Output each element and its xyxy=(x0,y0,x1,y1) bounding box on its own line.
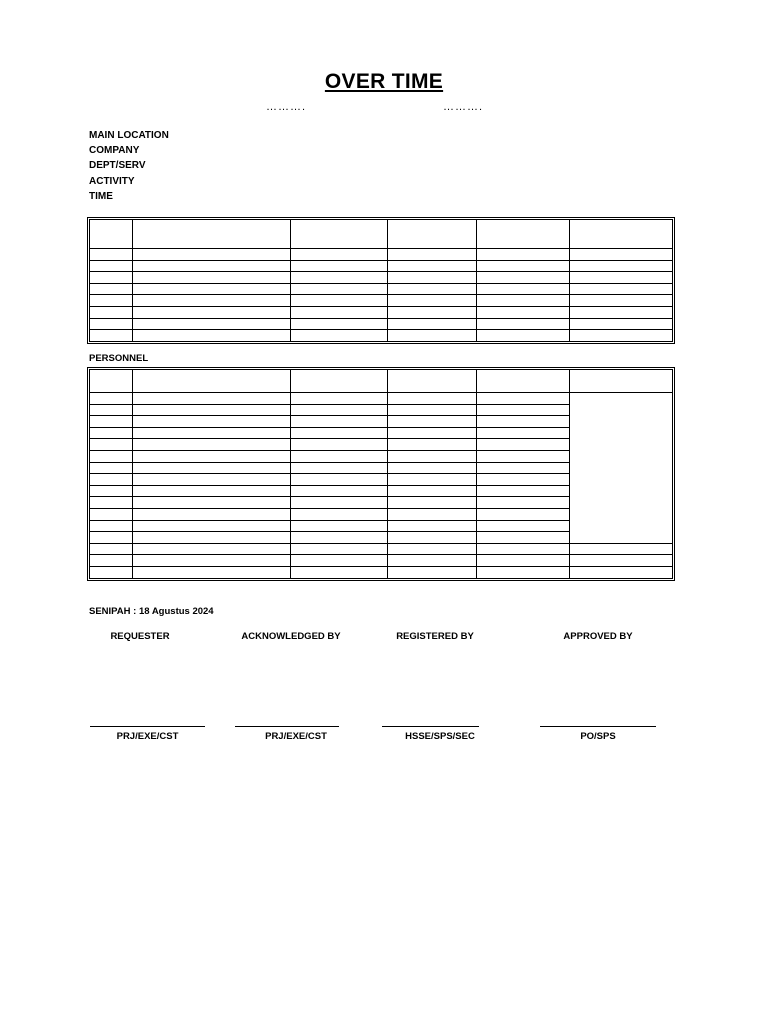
table-cell[interactable] xyxy=(291,485,388,497)
table-cell[interactable] xyxy=(388,249,477,261)
header-cell xyxy=(388,220,477,249)
table-cell[interactable] xyxy=(133,497,291,509)
table-cell[interactable] xyxy=(133,404,291,416)
header-cell xyxy=(90,370,133,393)
table-cell[interactable] xyxy=(90,566,133,578)
registered-by-label: REGISTERED BY xyxy=(396,631,474,642)
table-cell[interactable] xyxy=(133,249,291,261)
table-cell[interactable] xyxy=(90,249,133,261)
table-cell[interactable] xyxy=(133,474,291,486)
table-cell[interactable] xyxy=(291,555,388,567)
personnel-grid xyxy=(89,369,673,579)
table-cell[interactable] xyxy=(570,306,673,318)
table-cell[interactable] xyxy=(388,306,477,318)
signature-line-registered xyxy=(382,726,479,727)
table-cell[interactable] xyxy=(570,272,673,284)
table-cell[interactable] xyxy=(570,260,673,272)
table-cell[interactable] xyxy=(90,272,133,284)
label-dept-serv: DEPT/SERV xyxy=(89,160,146,172)
table-cell[interactable] xyxy=(90,330,133,342)
dotted-placeholder-left: ………. xyxy=(266,101,307,113)
table-cell[interactable] xyxy=(90,520,133,532)
table-row xyxy=(90,555,673,567)
table-cell[interactable] xyxy=(388,474,477,486)
table-cell[interactable] xyxy=(477,543,570,555)
table-cell[interactable] xyxy=(570,543,673,555)
approved-by-label: APPROVED BY xyxy=(563,631,633,642)
table-cell[interactable] xyxy=(291,462,388,474)
table-cell[interactable] xyxy=(477,520,570,532)
table-cell[interactable] xyxy=(90,439,133,451)
table-cell[interactable] xyxy=(570,249,673,261)
table-cell[interactable] xyxy=(133,330,291,342)
table-cell[interactable] xyxy=(291,543,388,555)
header-cell xyxy=(133,370,291,393)
table-cell[interactable] xyxy=(477,318,570,330)
table-cell[interactable] xyxy=(133,520,291,532)
table-cell[interactable] xyxy=(90,543,133,555)
approved-code: PO/SPS xyxy=(580,731,616,742)
table-cell[interactable] xyxy=(90,393,133,405)
table-cell[interactable] xyxy=(90,508,133,520)
header-cell xyxy=(388,370,477,393)
overtime-table xyxy=(87,217,675,344)
table-cell[interactable] xyxy=(388,532,477,544)
table-cell[interactable] xyxy=(477,532,570,544)
table-cell[interactable] xyxy=(388,295,477,307)
table-cell[interactable] xyxy=(133,260,291,272)
table-cell[interactable] xyxy=(388,485,477,497)
table-cell[interactable] xyxy=(388,330,477,342)
table-cell[interactable] xyxy=(90,462,133,474)
table-cell[interactable] xyxy=(388,272,477,284)
table-row xyxy=(90,272,673,284)
table-row xyxy=(90,306,673,318)
table-cell[interactable] xyxy=(90,555,133,567)
table-cell[interactable] xyxy=(291,474,388,486)
merged-cell[interactable] xyxy=(570,393,673,544)
table-cell[interactable] xyxy=(477,427,570,439)
table-cell[interactable] xyxy=(477,306,570,318)
table-cell[interactable] xyxy=(477,393,570,405)
table-cell[interactable] xyxy=(477,295,570,307)
table-cell[interactable] xyxy=(388,543,477,555)
personnel-label: PERSONNEL xyxy=(89,353,149,364)
table-cell[interactable] xyxy=(291,497,388,509)
table-cell[interactable] xyxy=(90,497,133,509)
table-cell[interactable] xyxy=(570,330,673,342)
table-cell[interactable] xyxy=(477,485,570,497)
header-cell xyxy=(570,220,673,249)
date-line: SENIPAH : 18 Agustus 2024 xyxy=(89,606,214,617)
table-row xyxy=(90,295,673,307)
table-cell[interactable] xyxy=(291,318,388,330)
table-cell[interactable] xyxy=(477,249,570,261)
table-cell[interactable] xyxy=(291,249,388,261)
table-row xyxy=(90,393,673,405)
table-cell[interactable] xyxy=(291,404,388,416)
table-cell[interactable] xyxy=(388,439,477,451)
table-cell[interactable] xyxy=(133,508,291,520)
registered-code: HSSE/SPS/SEC xyxy=(405,731,475,742)
header-cell xyxy=(477,220,570,249)
table-cell[interactable] xyxy=(388,260,477,272)
table-header-row xyxy=(90,220,673,249)
table-cell[interactable] xyxy=(133,485,291,497)
acknowledged-by-label: ACKNOWLEDGED BY xyxy=(241,631,341,642)
table-cell[interactable] xyxy=(90,532,133,544)
table-cell[interactable] xyxy=(477,272,570,284)
signature-line-requester xyxy=(90,726,205,727)
table-cell[interactable] xyxy=(388,427,477,439)
table-cell[interactable] xyxy=(570,295,673,307)
signature-line-acknowledged xyxy=(235,726,339,727)
table-cell[interactable] xyxy=(291,260,388,272)
info-labels xyxy=(89,128,169,204)
table-cell[interactable] xyxy=(388,450,477,462)
table-cell[interactable] xyxy=(388,508,477,520)
table-row xyxy=(90,330,673,342)
table-cell[interactable] xyxy=(570,566,673,578)
table-cell[interactable] xyxy=(388,404,477,416)
header-cell xyxy=(291,370,388,393)
table-cell[interactable] xyxy=(477,404,570,416)
table-cell[interactable] xyxy=(133,462,291,474)
table-cell[interactable] xyxy=(133,416,291,428)
label-activity: ACTIVITY xyxy=(89,175,135,187)
table-cell[interactable] xyxy=(133,566,291,578)
table-row xyxy=(90,283,673,295)
table-row xyxy=(90,566,673,578)
table-cell[interactable] xyxy=(133,450,291,462)
table-cell[interactable] xyxy=(570,318,673,330)
table-cell[interactable] xyxy=(388,393,477,405)
table-header-row xyxy=(90,370,673,393)
table-cell[interactable] xyxy=(477,283,570,295)
table-cell[interactable] xyxy=(291,330,388,342)
table-cell[interactable] xyxy=(90,474,133,486)
table-row xyxy=(90,260,673,272)
personnel-table xyxy=(87,367,675,581)
table-cell[interactable] xyxy=(477,555,570,567)
table-cell[interactable] xyxy=(90,318,133,330)
label-company: COMPANY xyxy=(89,145,140,157)
table-cell[interactable] xyxy=(133,427,291,439)
table-cell[interactable] xyxy=(90,295,133,307)
header-cell xyxy=(570,370,673,393)
table-cell[interactable] xyxy=(570,555,673,567)
table-cell[interactable] xyxy=(477,566,570,578)
table-cell[interactable] xyxy=(133,283,291,295)
table-cell[interactable] xyxy=(133,439,291,451)
table-cell[interactable] xyxy=(477,497,570,509)
table-cell[interactable] xyxy=(90,404,133,416)
table-cell[interactable] xyxy=(291,272,388,284)
table-cell[interactable] xyxy=(388,497,477,509)
table-cell[interactable] xyxy=(133,393,291,405)
table-cell[interactable] xyxy=(477,462,570,474)
header-cell xyxy=(133,220,291,249)
signature-line-approved xyxy=(540,726,656,727)
table-cell[interactable] xyxy=(90,450,133,462)
table-cell[interactable] xyxy=(291,416,388,428)
table-cell[interactable] xyxy=(291,566,388,578)
table-cell[interactable] xyxy=(570,283,673,295)
table-cell[interactable] xyxy=(133,295,291,307)
document-title: OVER TIME xyxy=(324,70,444,93)
header-cell xyxy=(90,220,133,249)
dotted-placeholder-right: ………. xyxy=(443,101,484,113)
header-cell xyxy=(291,220,388,249)
table-cell[interactable] xyxy=(291,306,388,318)
table-cell[interactable] xyxy=(90,427,133,439)
table-cell[interactable] xyxy=(477,416,570,428)
table-cell[interactable] xyxy=(291,439,388,451)
label-main-location: MAIN LOCATION xyxy=(89,130,169,141)
table-cell[interactable] xyxy=(291,508,388,520)
table-cell[interactable] xyxy=(90,260,133,272)
table-cell[interactable] xyxy=(291,450,388,462)
table-cell[interactable] xyxy=(291,532,388,544)
table-cell[interactable] xyxy=(388,520,477,532)
table-row xyxy=(90,543,673,555)
table-cell[interactable] xyxy=(133,272,291,284)
table-row xyxy=(90,249,673,261)
table-cell[interactable] xyxy=(388,416,477,428)
header-cell xyxy=(477,370,570,393)
table-row xyxy=(90,318,673,330)
table-cell[interactable] xyxy=(388,318,477,330)
table-cell[interactable] xyxy=(477,450,570,462)
table-cell[interactable] xyxy=(133,318,291,330)
table-cell[interactable] xyxy=(388,566,477,578)
table-cell[interactable] xyxy=(477,439,570,451)
table-cell[interactable] xyxy=(388,555,477,567)
table-cell[interactable] xyxy=(90,416,133,428)
table-cell[interactable] xyxy=(133,532,291,544)
table-cell[interactable] xyxy=(291,295,388,307)
table-cell[interactable] xyxy=(291,393,388,405)
acknowledged-code: PRJ/EXE/CST xyxy=(265,731,327,742)
table-cell[interactable] xyxy=(477,508,570,520)
table-cell[interactable] xyxy=(291,520,388,532)
table-cell[interactable] xyxy=(133,555,291,567)
table-cell[interactable] xyxy=(477,474,570,486)
table-cell[interactable] xyxy=(133,306,291,318)
table-cell[interactable] xyxy=(90,283,133,295)
requester-label: REQUESTER xyxy=(110,631,170,642)
table-cell[interactable] xyxy=(291,283,388,295)
table-cell[interactable] xyxy=(291,427,388,439)
label-time: TIME xyxy=(89,190,113,202)
requester-code: PRJ/EXE/CST xyxy=(116,731,179,742)
table-cell[interactable] xyxy=(477,330,570,342)
table-cell[interactable] xyxy=(90,485,133,497)
table-cell[interactable] xyxy=(388,462,477,474)
table-cell[interactable] xyxy=(388,283,477,295)
table-cell[interactable] xyxy=(90,306,133,318)
overtime-grid xyxy=(89,219,673,342)
table-cell[interactable] xyxy=(477,260,570,272)
table-cell[interactable] xyxy=(133,543,291,555)
